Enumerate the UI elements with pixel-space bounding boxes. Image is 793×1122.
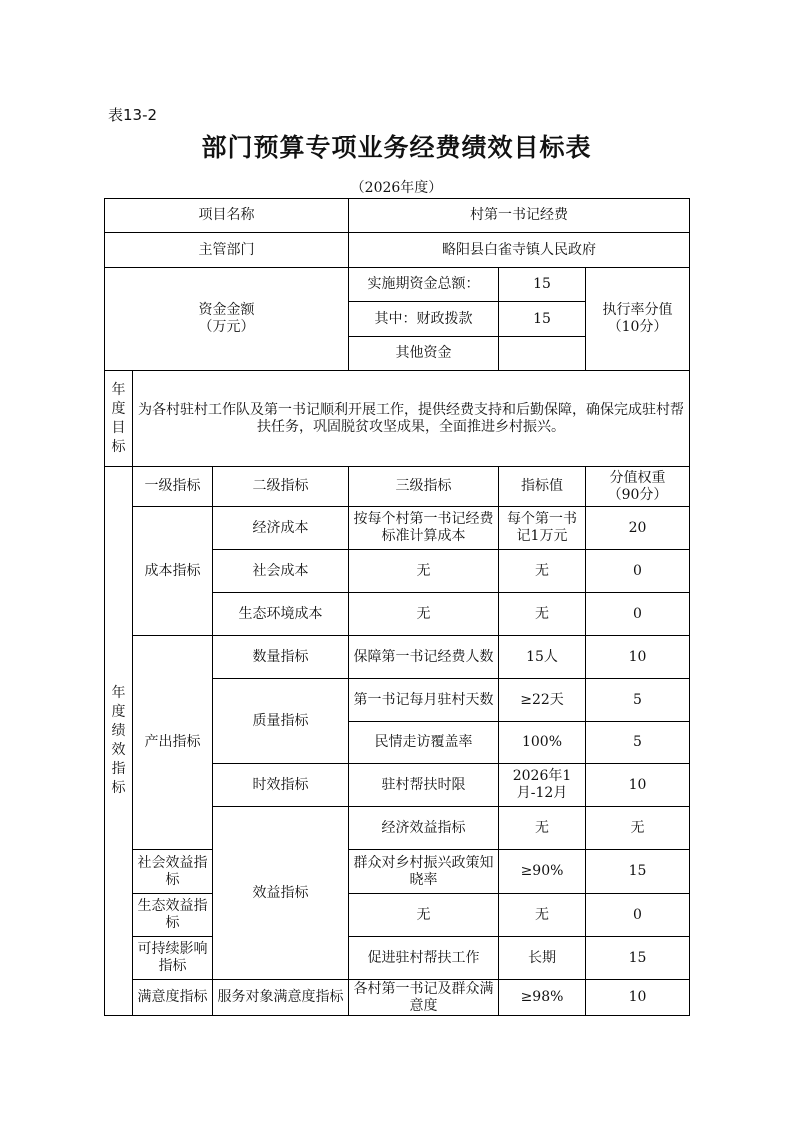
header-level3: 三级指标 (349, 467, 499, 507)
category-output: 产出指标 (133, 636, 213, 850)
header-level1: 一级指标 (133, 467, 213, 507)
level2-cell: 社会效益指标 (133, 850, 213, 894)
level3-cell: 民情走访覆盖率 (349, 722, 499, 764)
level3-cell: 第一书记每月驻村天数 (349, 679, 499, 722)
table-row (105, 850, 690, 894)
project-name-value: 村第一书记经费 (349, 199, 690, 233)
table-row (105, 636, 690, 679)
level3-cell: 保障第一书记经费人数 (349, 636, 499, 679)
level3-cell: 群众对乡村振兴政策知晓率 (349, 850, 499, 894)
funds-total-value: 15 (499, 268, 586, 302)
header-weight (586, 467, 690, 507)
annual-indicators-label: 年度绩效指标 (105, 467, 133, 1016)
performance-target-table (104, 198, 690, 1016)
weight-cell: 10 (586, 636, 690, 679)
category-satisfaction: 满意度指标 (133, 980, 213, 1016)
level2-cell: 可持续影响指标 (133, 937, 213, 980)
department-row (105, 233, 690, 268)
table-row (105, 980, 690, 1016)
header-weight-line2: （90分） (607, 486, 668, 503)
table-row (105, 937, 690, 980)
value-cell: 15人 (499, 636, 586, 679)
weight-cell: 20 (586, 507, 690, 550)
page-title: 部门预算专项业务经费绩效目标表 (201, 133, 592, 162)
funds-label-line2: （万元） (198, 319, 255, 335)
level3-cell: 驻村帮扶时限 (349, 764, 499, 807)
level3-cell: 促进驻村帮扶工作 (349, 937, 499, 980)
funds-label (105, 268, 349, 371)
value-cell: 每个第一书记1万元 (499, 507, 586, 550)
funds-fiscal-value: 15 (499, 302, 586, 337)
category-cost: 成本指标 (133, 507, 213, 636)
level2-cell: 经济成本 (213, 507, 349, 550)
department-value: 略阳县白雀寺镇人民政府 (349, 233, 690, 268)
level2-cell: 生态环境成本 (213, 593, 349, 636)
value-cell: 无 (586, 807, 690, 850)
value-cell: 2026年1月-12月 (499, 764, 586, 807)
funds-other-value (499, 337, 586, 371)
execution-rate-score (586, 268, 690, 371)
project-name-label: 项目名称 (105, 199, 349, 233)
level3-cell: 无 (499, 807, 586, 850)
execution-rate-line2: （10分） (607, 319, 668, 335)
weight-cell: 15 (586, 937, 690, 980)
value-cell: 无 (499, 894, 586, 937)
header-value: 指标值 (499, 467, 586, 507)
value-cell: 无 (499, 550, 586, 593)
level2-cell: 经济效益指标 (349, 807, 499, 850)
level2-cell: 社会成本 (213, 550, 349, 593)
department-label: 主管部门 (105, 233, 349, 268)
weight-cell: 0 (586, 593, 690, 636)
level3-cell: 按每个村第一书记经费标准计算成本 (349, 507, 499, 550)
value-cell: 无 (499, 593, 586, 636)
weight-cell: 5 (586, 679, 690, 722)
weight-cell: 15 (586, 850, 690, 894)
indicator-header-row (105, 467, 690, 507)
funds-total-label: 实施期资金总额： (349, 268, 499, 302)
annual-goal-label: 年度目标 (105, 371, 133, 467)
table-number: 表13-2 (108, 106, 158, 124)
level3-cell: 无 (349, 894, 499, 937)
value-cell: 100% (499, 722, 586, 764)
value-cell: ≥98% (499, 980, 586, 1016)
level2-cell: 质量指标 (213, 679, 349, 764)
value-cell: ≥22天 (499, 679, 586, 722)
value-cell: 长期 (499, 937, 586, 980)
weight-cell: 0 (586, 894, 690, 937)
table-row (105, 894, 690, 937)
weight-cell: 5 (586, 722, 690, 764)
annual-goal-text: 为各村驻村工作队及第一书记顺利开展工作，提供经费支持和后勤保障，确保完成驻村帮扶任务，巩固脱贫攻坚成果，全面推进乡村振兴。 (133, 371, 690, 467)
project-name-row (105, 199, 690, 233)
funds-label-line1: 资金金额 (198, 302, 255, 318)
level2-cell: 服务对象满意度指标 (213, 980, 349, 1016)
header-weight-line1: 分值权重 (609, 469, 666, 486)
level2-cell: 时效指标 (213, 764, 349, 807)
funds-fiscal-label: 其中：财政拨款 (349, 302, 499, 337)
annual-goal-row (105, 371, 690, 467)
execution-rate-line1: 执行率分值 (602, 302, 673, 318)
weight-cell: 10 (586, 980, 690, 1016)
level3-cell: 无 (349, 593, 499, 636)
level2-cell: 数量指标 (213, 636, 349, 679)
funds-other-label: 其他资金 (349, 337, 499, 371)
funds-row-total (105, 268, 690, 302)
category-benefit: 效益指标 (213, 807, 349, 980)
level3-cell: 各村第一书记及群众满意度 (349, 980, 499, 1016)
level2-cell: 生态效益指标 (133, 894, 213, 937)
budget-year: （2026年度） (350, 180, 443, 196)
weight-cell: 0 (586, 550, 690, 593)
table-row (105, 507, 690, 550)
level3-cell: 无 (349, 550, 499, 593)
weight-cell: 10 (586, 764, 690, 807)
header-level2: 二级指标 (213, 467, 349, 507)
value-cell: ≥90% (499, 850, 586, 894)
